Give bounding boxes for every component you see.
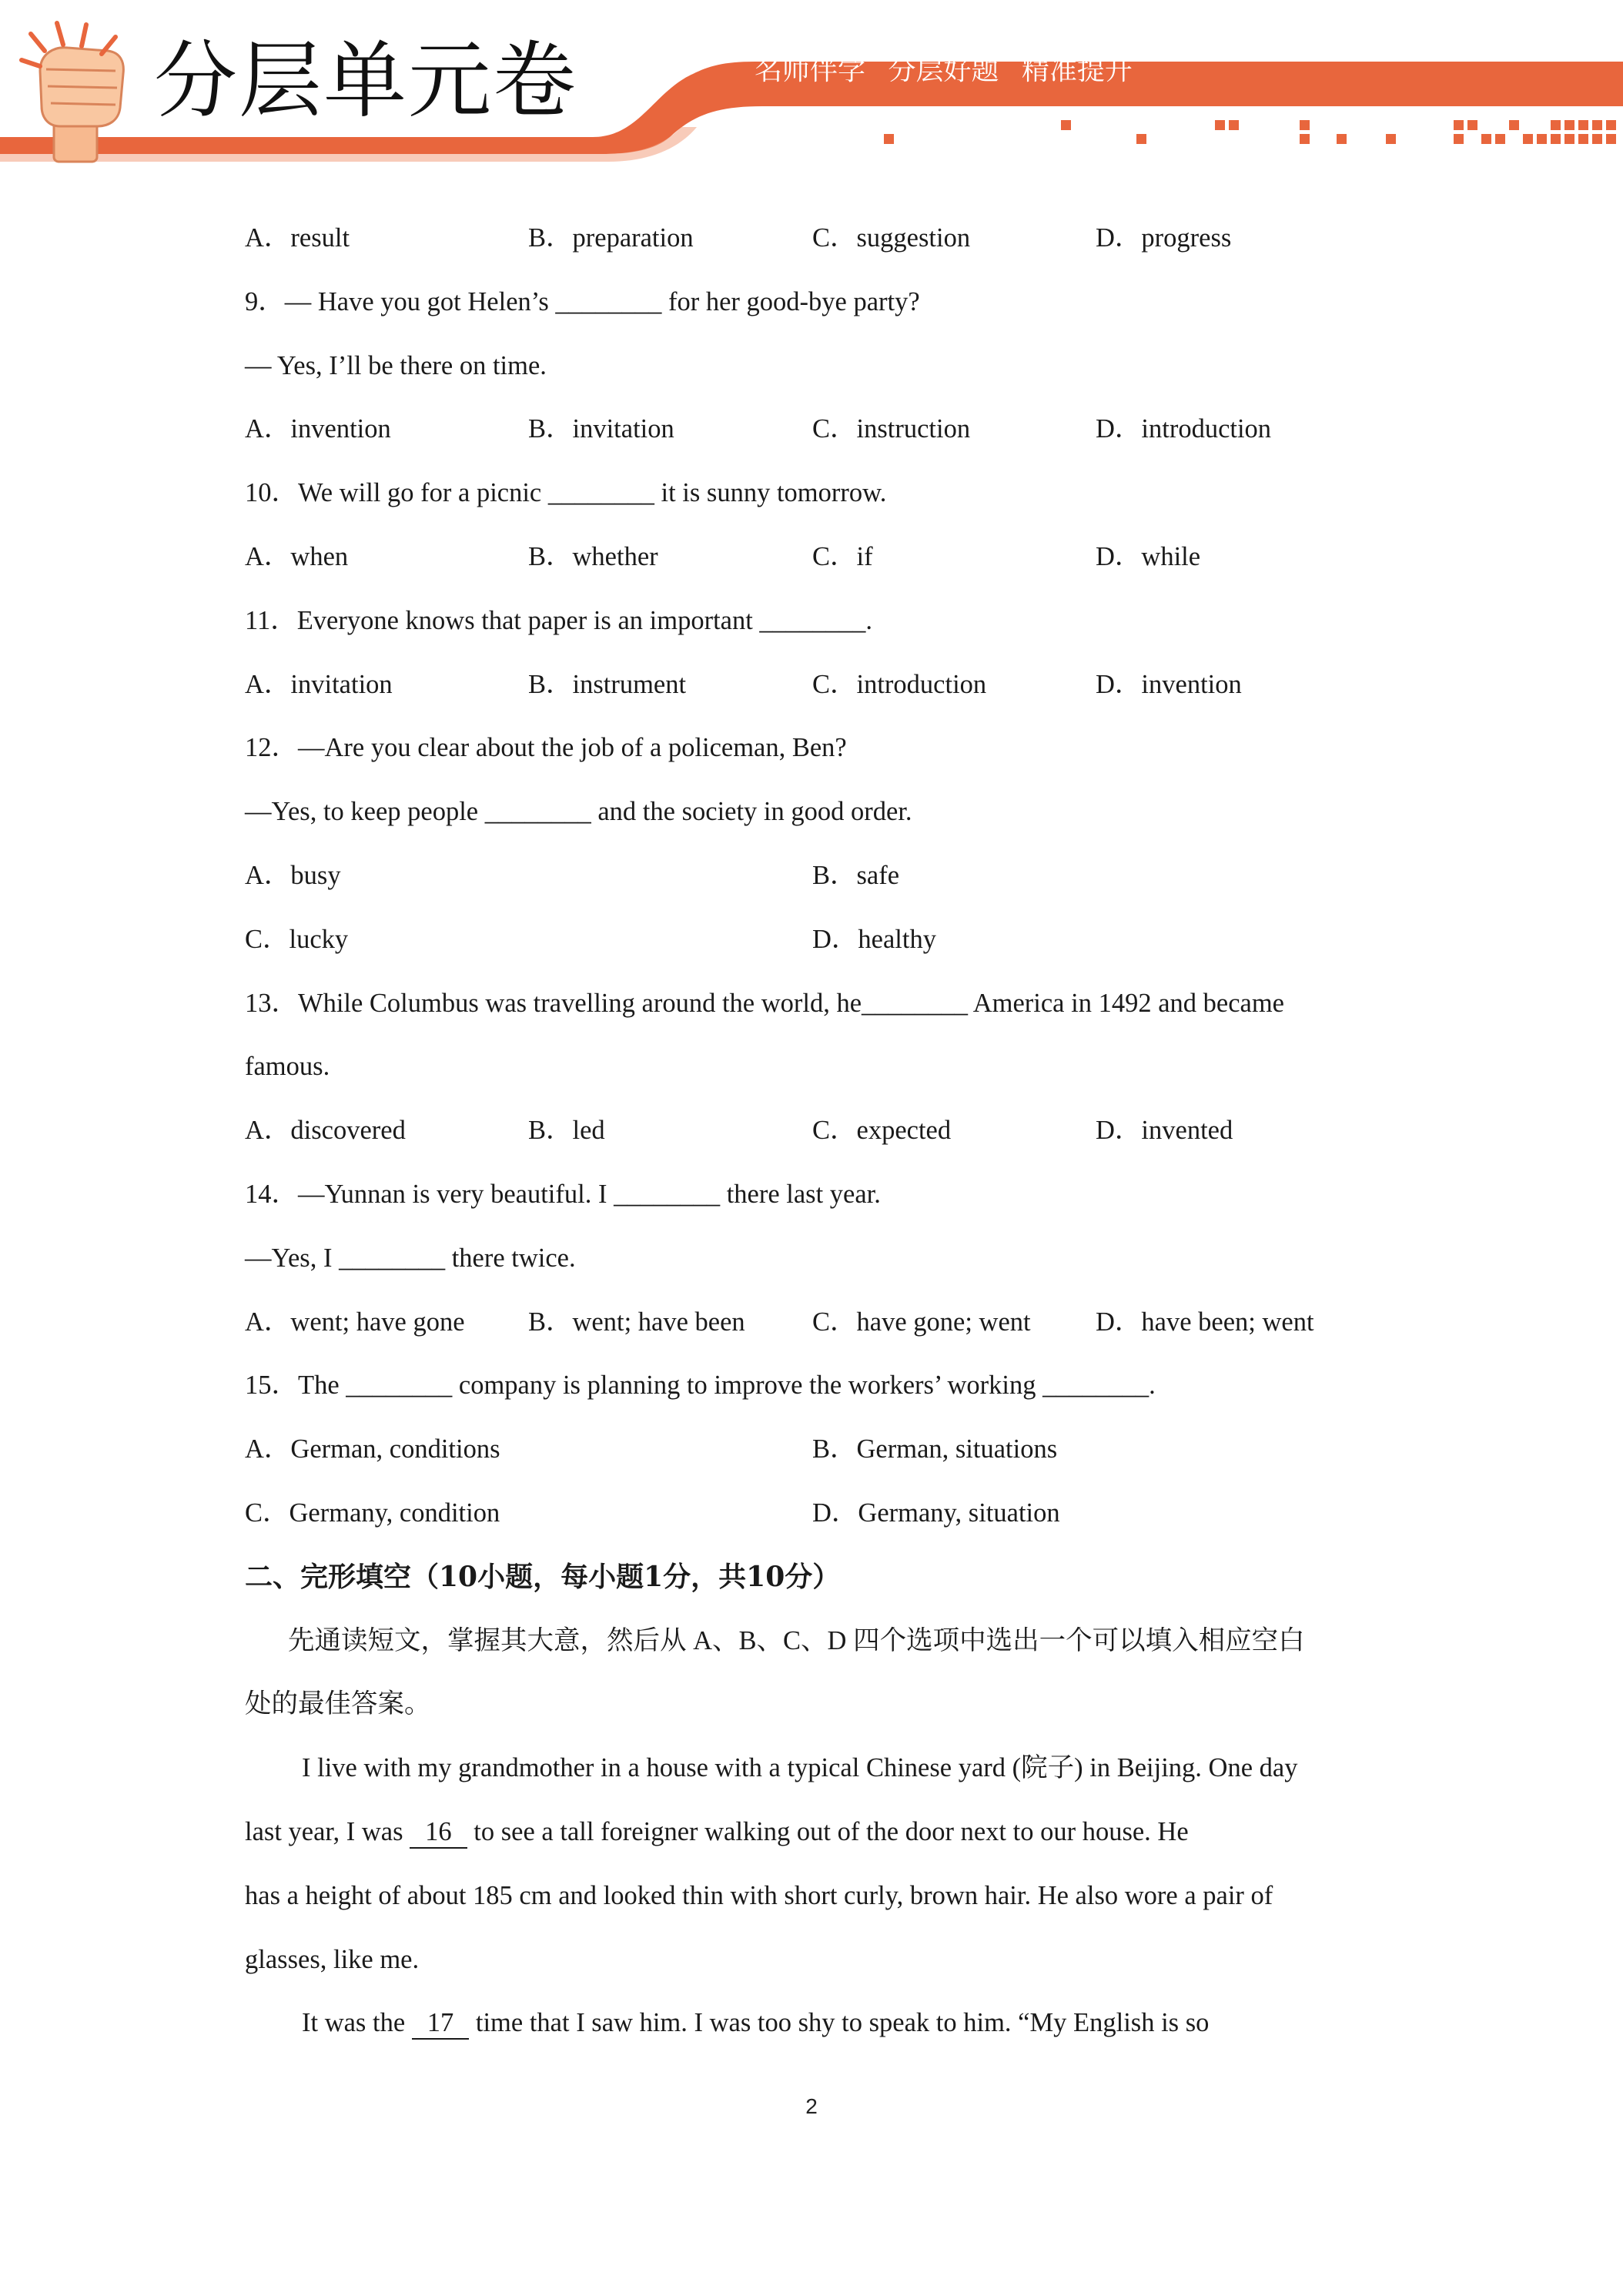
option-c: C．introduction xyxy=(812,669,987,699)
question-line xyxy=(245,1035,1407,1099)
section-heading-text: 二、完形填空（10小题，每小题1分，共10分） xyxy=(245,1560,841,1593)
question-text: has a height of about 185 cm and looked thin with short curly, brown hair. He also wore a pair of xyxy=(245,1880,1273,1910)
option-b: B．went; have been xyxy=(528,1307,745,1337)
option-left: A．busy xyxy=(245,860,341,890)
option-c: C．expected xyxy=(812,1116,952,1146)
brand-title: 分层单元卷 xyxy=(154,33,578,129)
option-b: B．invitation xyxy=(528,414,674,444)
question-line xyxy=(245,270,1407,334)
question-line xyxy=(245,1864,1407,1928)
option-c: C．if xyxy=(812,541,873,571)
question-text: 处的最佳答案。 xyxy=(245,1689,431,1719)
question-line xyxy=(245,1227,1407,1290)
option-row xyxy=(245,1417,1407,1481)
question-line xyxy=(245,780,1407,844)
question-text: famous. xyxy=(245,1052,330,1082)
option-c: C．instruction xyxy=(812,414,971,444)
question-line xyxy=(245,334,1407,398)
option-row xyxy=(245,1481,1407,1545)
option-d: D．invented xyxy=(1096,1116,1233,1146)
option-d: D．invention xyxy=(1096,669,1242,699)
option-b: B．whether xyxy=(528,541,658,571)
option-right: D．healthy xyxy=(812,924,936,954)
question-line xyxy=(245,1672,1407,1736)
option-a: A．result xyxy=(245,223,350,253)
option-row xyxy=(245,1290,1407,1354)
option-c: C．suggestion xyxy=(812,223,971,253)
option-b: B．led xyxy=(528,1116,605,1146)
option-c: C．have gone; went xyxy=(812,1307,1031,1337)
question-text: 12．—Are you clear about the job of a policeman, Ben? xyxy=(245,733,847,763)
passage-text: I live with my grandmother in a house with a typical Chinese yard (院子) in Beijing. One day xyxy=(302,1753,1298,1783)
question-text: —Yes, to keep people ________ and the society in good order. xyxy=(245,797,912,827)
question-text: 9．— Have you got Helen’s ________ for her good-bye party? xyxy=(245,286,920,316)
decor-squares xyxy=(884,120,1616,144)
question-text: glasses, like me. xyxy=(245,1944,420,1974)
option-row xyxy=(245,844,1407,908)
option-a: A．when xyxy=(245,541,349,571)
question-line xyxy=(245,461,1407,525)
question-text: — Yes, I’ll be there on time. xyxy=(245,350,547,380)
option-row xyxy=(245,525,1407,589)
option-row xyxy=(245,206,1407,270)
question-text: 14．—Yunnan is very beautiful. I ________ there last year. xyxy=(245,1179,881,1209)
header-slogan: 名师伴学 分层好题 精准提升 xyxy=(755,55,1133,86)
instruction-line xyxy=(245,1609,1407,1673)
instruction-text: 先通读短文，掌握其大意，然后从 A、B、C、D 四个选项中选出一个可以填入相应空白 xyxy=(288,1625,1305,1655)
passage-text: to see a tall foreigner walking out of the door next to our house. He xyxy=(467,1816,1189,1846)
option-right: D．Germany, situation xyxy=(812,1498,1060,1528)
passage-text: It was the xyxy=(302,2008,412,2038)
question-text: 13．While Columbus was travelling around the world, he________ America in 1492 and became xyxy=(245,988,1284,1018)
option-a: A．discovered xyxy=(245,1116,406,1146)
option-d: D．have been; went xyxy=(1096,1307,1314,1337)
option-a: A．invention xyxy=(245,414,391,444)
option-left: C．lucky xyxy=(245,924,349,954)
question-text: —Yes, I ________ there twice. xyxy=(245,1243,576,1273)
question-text: 15．The ________ company is planning to improve the workers’ working ________. xyxy=(245,1371,1156,1401)
option-row xyxy=(245,653,1407,717)
option-right: B．safe xyxy=(812,860,900,890)
question-text: 10．We will go for a picnic ________ it is sunny tomorrow. xyxy=(245,478,887,508)
question-line xyxy=(245,589,1407,653)
passage-text: time that I saw him. I was too shy to speak to him. “My English is so xyxy=(469,2008,1210,2038)
option-a: A．invitation xyxy=(245,669,393,699)
question-text: 11．Everyone knows that paper is an important ________. xyxy=(245,605,873,635)
option-b: B．instrument xyxy=(528,669,687,699)
option-d: D．progress xyxy=(1096,223,1232,253)
question-line xyxy=(245,972,1407,1036)
option-d: D．while xyxy=(1096,541,1201,571)
question-line xyxy=(245,1163,1407,1227)
exam-content xyxy=(245,206,1407,2055)
section-heading xyxy=(245,1545,1407,1609)
cloze-blank: 16 xyxy=(410,1818,467,1849)
option-b: B．preparation xyxy=(528,223,694,253)
option-right: B．German, situations xyxy=(812,1434,1058,1464)
passage-line xyxy=(245,1736,1407,1800)
option-row xyxy=(245,908,1407,972)
question-line xyxy=(245,1928,1407,1992)
cloze-blank: 17 xyxy=(412,2009,470,2040)
option-a: A．went; have gone xyxy=(245,1307,465,1337)
passage-text: last year, I was xyxy=(245,1816,410,1846)
option-row xyxy=(245,1099,1407,1163)
question-line xyxy=(245,1354,1407,1417)
option-left: C．Germany, condition xyxy=(245,1498,500,1528)
passage-line xyxy=(245,1991,1407,2055)
option-d: D．introduction xyxy=(1096,414,1272,444)
page-header xyxy=(0,0,1623,166)
option-row xyxy=(245,397,1407,461)
option-left: A．German, conditions xyxy=(245,1434,500,1464)
page-number: 2 xyxy=(805,2094,818,2118)
question-line xyxy=(245,716,1407,780)
passage-line xyxy=(245,1800,1407,1864)
